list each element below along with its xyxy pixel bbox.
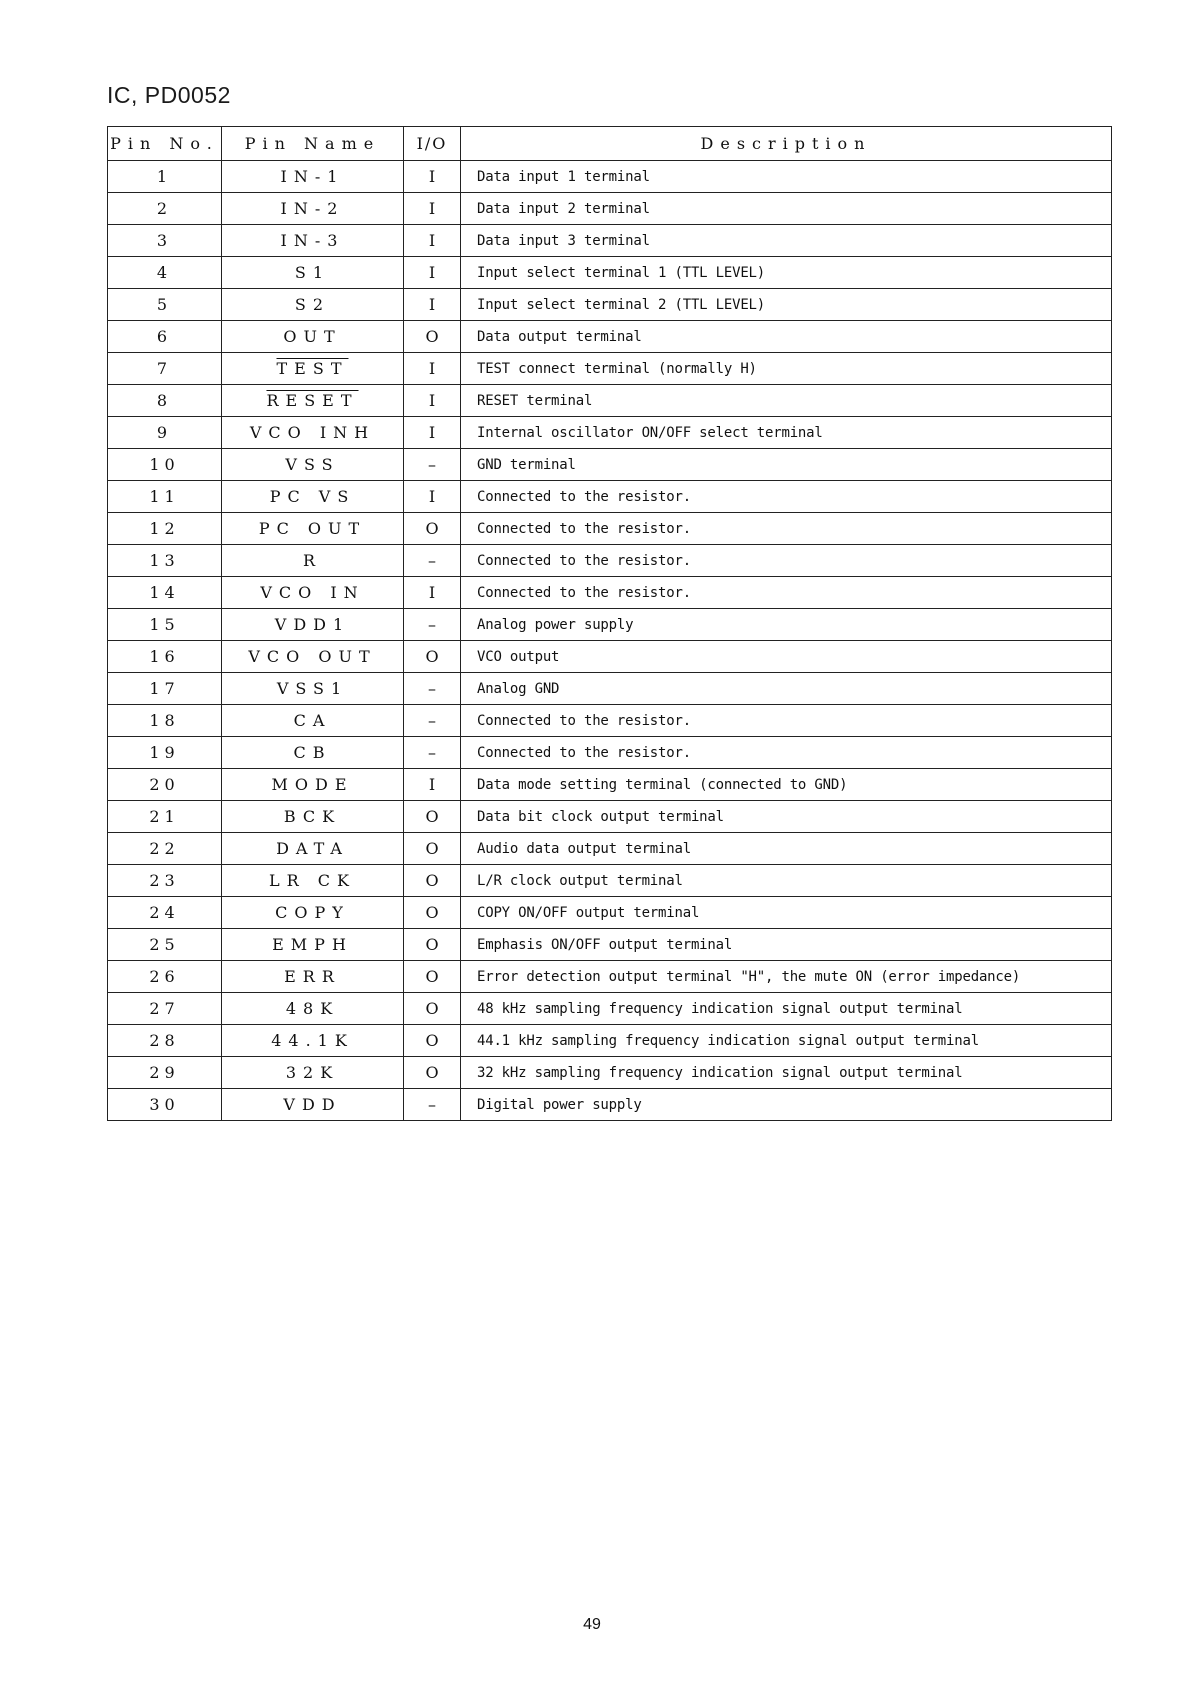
- pin-io-text: O: [425, 1063, 439, 1082]
- table-row: [108, 673, 1112, 705]
- pin-description: [461, 161, 1112, 193]
- pin-io: [404, 321, 461, 353]
- pin-number-text: 28: [149, 1031, 180, 1050]
- pin-description: [461, 513, 1112, 545]
- pin-name-text: VSS1: [276, 679, 349, 698]
- table-row: [108, 481, 1112, 513]
- pin-description-text: Connected to the resistor.: [477, 744, 691, 761]
- pin-io: [404, 417, 461, 449]
- pin-description-text: Digital power supply: [477, 1096, 642, 1113]
- pin-name-text: S1: [294, 263, 331, 282]
- table-row: [108, 161, 1112, 193]
- pin-description-text: Analog GND: [477, 680, 560, 697]
- pin-name-text: VDD: [283, 1095, 342, 1114]
- pin-number-text: 9: [156, 423, 173, 442]
- pin-number: [108, 897, 222, 929]
- table-row: [108, 545, 1112, 577]
- pin-number: [108, 769, 222, 801]
- pin-number-text: 29: [149, 1063, 180, 1082]
- pin-number-text: 27: [149, 999, 180, 1018]
- table-row: [108, 225, 1112, 257]
- pin-description: [461, 833, 1112, 865]
- pin-name: [222, 705, 404, 737]
- pin-io-text: O: [425, 839, 439, 858]
- pin-number-text: 13: [149, 551, 180, 570]
- pin-io: [404, 705, 461, 737]
- pin-io-text: –: [428, 455, 436, 474]
- pin-name: [222, 321, 404, 353]
- pin-io: [404, 897, 461, 929]
- pin-number-text: 12: [149, 519, 180, 538]
- page-title: IC, PD0052: [107, 82, 231, 108]
- pin-name: [222, 737, 404, 769]
- pin-description: [461, 545, 1112, 577]
- header-description: Description: [461, 127, 1112, 161]
- table-row: [108, 577, 1112, 609]
- pin-number: [108, 961, 222, 993]
- table-row: [108, 1089, 1112, 1121]
- pin-number: [108, 641, 222, 673]
- pin-io: [404, 161, 461, 193]
- pin-name: [222, 865, 404, 897]
- pin-io-text: I: [428, 583, 436, 602]
- pin-io: [404, 641, 461, 673]
- pin-name-text: S2: [294, 295, 331, 314]
- pin-io-text: O: [425, 807, 439, 826]
- pin-io-text: O: [425, 935, 439, 954]
- pin-number: [108, 1089, 222, 1121]
- pin-io: [404, 225, 461, 257]
- pin-number-text: 7: [156, 359, 173, 378]
- pin-io-text: –: [428, 711, 436, 730]
- pin-name-text: CB: [293, 743, 332, 762]
- table-row: [108, 417, 1112, 449]
- pin-name: [222, 833, 404, 865]
- pin-name: [222, 961, 404, 993]
- pin-io: [404, 673, 461, 705]
- pin-name: [222, 1025, 404, 1057]
- pin-description-text: Data input 2 terminal: [477, 200, 650, 217]
- pin-name-text: VCO INH: [249, 423, 376, 442]
- pin-number-text: 16: [149, 647, 180, 666]
- pin-number: [108, 449, 222, 481]
- pin-number: [108, 609, 222, 641]
- pin-description: [461, 289, 1112, 321]
- pin-io: [404, 353, 461, 385]
- pin-io-text: I: [428, 167, 436, 186]
- pin-number-text: 15: [149, 615, 180, 634]
- pin-number-text: 1: [156, 167, 173, 186]
- pin-number: [108, 833, 222, 865]
- pin-description: [461, 1089, 1112, 1121]
- table-row: [108, 321, 1112, 353]
- pin-io-text: I: [428, 231, 436, 250]
- pin-description: [461, 1025, 1112, 1057]
- pin-description: [461, 257, 1112, 289]
- table-row: [108, 833, 1112, 865]
- pin-name: [222, 513, 404, 545]
- pin-number: [108, 385, 222, 417]
- table-row: [108, 513, 1112, 545]
- pin-name-text: OUT: [283, 327, 342, 346]
- pin-description: [461, 865, 1112, 897]
- table-row: [108, 961, 1112, 993]
- pin-number: [108, 481, 222, 513]
- table-row: [108, 1025, 1112, 1057]
- pin-description-text: Data mode setting terminal (connected to GND): [477, 776, 848, 793]
- pin-description: [461, 961, 1112, 993]
- table-row: [108, 289, 1112, 321]
- table-row: [108, 865, 1112, 897]
- pin-name: [222, 161, 404, 193]
- pin-name: [222, 769, 404, 801]
- pin-io: [404, 545, 461, 577]
- pin-description: [461, 225, 1112, 257]
- pin-name-text: LR CK: [269, 871, 356, 890]
- pin-name: [222, 1057, 404, 1089]
- pin-io-text: O: [425, 519, 439, 538]
- pin-name-text: R: [302, 551, 323, 570]
- header-pin-name: Pin Name: [222, 127, 404, 161]
- pin-name-text: ERR: [284, 967, 341, 986]
- table-row: [108, 257, 1112, 289]
- pin-description: [461, 929, 1112, 961]
- pin-description: [461, 705, 1112, 737]
- pin-description: [461, 801, 1112, 833]
- pin-name-text: 48K: [285, 999, 340, 1018]
- pin-name: [222, 257, 404, 289]
- pin-name-text: TEST: [276, 359, 349, 378]
- pin-io-text: O: [425, 871, 439, 890]
- table-row: [108, 385, 1112, 417]
- pin-description: [461, 1057, 1112, 1089]
- pin-number-text: 21: [149, 807, 180, 826]
- pin-name-text: MODE: [271, 775, 354, 794]
- pin-name-text: VDD1: [274, 615, 351, 634]
- pin-description: [461, 673, 1112, 705]
- pin-number-text: 19: [149, 743, 180, 762]
- pin-description-text: Data input 1 terminal: [477, 168, 650, 185]
- pin-name: [222, 225, 404, 257]
- page-number: 49: [583, 1616, 601, 1633]
- header-io: I/O: [404, 127, 461, 161]
- pin-description-text: VCO output: [477, 648, 560, 665]
- pin-description: [461, 577, 1112, 609]
- pin-io-text: –: [428, 551, 436, 570]
- pin-io-text: I: [428, 359, 436, 378]
- pin-description: [461, 417, 1112, 449]
- pin-description: [461, 609, 1112, 641]
- pin-io: [404, 609, 461, 641]
- pin-name: [222, 545, 404, 577]
- table-row: [108, 1057, 1112, 1089]
- pin-name: [222, 1089, 404, 1121]
- pin-io: [404, 257, 461, 289]
- pin-name: [222, 673, 404, 705]
- pin-name-text: PC OUT: [258, 519, 367, 538]
- pin-name-text: DATA: [276, 839, 349, 858]
- pin-name-text: VCO OUT: [248, 647, 377, 666]
- pin-number: [108, 737, 222, 769]
- pin-io-text: –: [428, 1095, 436, 1114]
- pin-number-text: 2: [156, 199, 173, 218]
- pin-number-text: 5: [156, 295, 173, 314]
- pin-io-text: I: [428, 423, 436, 442]
- pin-description: [461, 993, 1112, 1025]
- pin-number: [108, 993, 222, 1025]
- pin-number-text: 24: [149, 903, 180, 922]
- pin-name-text: 32K: [285, 1063, 340, 1082]
- pin-name-text: IN-3: [280, 231, 345, 250]
- pin-number: [108, 289, 222, 321]
- pin-number: [108, 801, 222, 833]
- pin-name-text: 44.1K: [271, 1031, 354, 1050]
- pin-number: [108, 865, 222, 897]
- table-row: [108, 801, 1112, 833]
- pin-description: [461, 449, 1112, 481]
- pin-description-text: Connected to the resistor.: [477, 488, 691, 505]
- pin-io: [404, 193, 461, 225]
- pin-description-text: Data output terminal: [477, 328, 642, 345]
- pin-description: [461, 481, 1112, 513]
- pin-number-text: 6: [156, 327, 173, 346]
- pin-io-text: I: [428, 391, 436, 410]
- pin-name: [222, 897, 404, 929]
- table-row: [108, 737, 1112, 769]
- pin-number-text: 25: [149, 935, 180, 954]
- pin-name: [222, 449, 404, 481]
- pin-description: [461, 769, 1112, 801]
- pin-description-text: Emphasis ON/OFF output terminal: [477, 936, 733, 953]
- pin-description-text: GND terminal: [477, 456, 576, 473]
- pin-description-text: RESET terminal: [477, 392, 593, 409]
- pin-number-text: 4: [156, 263, 173, 282]
- table-row: [108, 769, 1112, 801]
- pin-name-text: IN-2: [280, 199, 345, 218]
- pin-name: [222, 353, 404, 385]
- pin-io-text: O: [425, 999, 439, 1018]
- pin-io: [404, 385, 461, 417]
- pin-io: [404, 929, 461, 961]
- pin-io-text: I: [428, 295, 436, 314]
- pin-number: [108, 321, 222, 353]
- header-pin-no: Pin No.: [108, 127, 222, 161]
- pin-io-text: O: [425, 647, 439, 666]
- pin-name: [222, 193, 404, 225]
- table-row: [108, 353, 1112, 385]
- pin-io: [404, 801, 461, 833]
- table-row: [108, 609, 1112, 641]
- pin-io: [404, 1057, 461, 1089]
- table-header-row: [108, 127, 1112, 161]
- pin-io-text: –: [428, 743, 436, 762]
- pin-number: [108, 353, 222, 385]
- pin-name-text: IN-1: [280, 167, 345, 186]
- pin-name-text: VCO IN: [260, 583, 365, 602]
- pin-description-text: L/R clock output terminal: [477, 872, 683, 889]
- pin-number: [108, 1025, 222, 1057]
- pin-name-text: EMPH: [272, 935, 353, 954]
- pin-description-text: Input select terminal 2 (TTL LEVEL): [477, 296, 766, 313]
- pin-name: [222, 385, 404, 417]
- pin-number: [108, 705, 222, 737]
- pin-description-text: Connected to the resistor.: [477, 584, 691, 601]
- pin-description: [461, 641, 1112, 673]
- pin-name: [222, 609, 404, 641]
- pin-io: [404, 961, 461, 993]
- table-row: [108, 897, 1112, 929]
- pin-description-text: 48 kHz sampling frequency indication signal output terminal: [477, 1000, 963, 1017]
- pin-number: [108, 161, 222, 193]
- pin-name: [222, 417, 404, 449]
- pin-description-text: Connected to the resistor.: [477, 552, 691, 569]
- pin-number-text: 23: [149, 871, 180, 890]
- pin-number: [108, 929, 222, 961]
- pin-io: [404, 865, 461, 897]
- pin-description: [461, 193, 1112, 225]
- pin-number: [108, 513, 222, 545]
- pin-io: [404, 1089, 461, 1121]
- pin-description-text: Analog power supply: [477, 616, 634, 633]
- pin-number-text: 10: [149, 455, 180, 474]
- pin-number-text: 14: [149, 583, 180, 602]
- pin-name: [222, 993, 404, 1025]
- pin-description: [461, 385, 1112, 417]
- pin-number-text: 11: [149, 487, 180, 506]
- pin-io-text: I: [428, 487, 436, 506]
- pin-name-text: PC VS: [269, 487, 356, 506]
- table-row: [108, 641, 1112, 673]
- pin-number-text: 18: [149, 711, 180, 730]
- pin-io: [404, 993, 461, 1025]
- pin-number-text: 8: [156, 391, 173, 410]
- table-row: [108, 929, 1112, 961]
- table-row: [108, 449, 1112, 481]
- pin-number-text: 30: [149, 1095, 180, 1114]
- pin-name-text: COPY: [275, 903, 350, 922]
- pin-description: [461, 321, 1112, 353]
- pin-io: [404, 449, 461, 481]
- pin-io-text: O: [425, 967, 439, 986]
- pin-io: [404, 481, 461, 513]
- pin-description-text: TEST connect terminal (normally H): [477, 360, 757, 377]
- table-row: [108, 705, 1112, 737]
- pin-name: [222, 929, 404, 961]
- pin-name: [222, 481, 404, 513]
- pin-name: [222, 801, 404, 833]
- pin-io: [404, 769, 461, 801]
- pin-number-text: 26: [149, 967, 180, 986]
- pin-io-text: I: [428, 263, 436, 282]
- pin-rows: [108, 161, 1112, 1121]
- pin-io-text: O: [425, 327, 439, 346]
- pin-description-text: Error detection output terminal "H", the mute ON (error impedance): [477, 968, 1021, 985]
- pin-number: [108, 673, 222, 705]
- pin-io-text: I: [428, 775, 436, 794]
- pin-io-text: O: [425, 903, 439, 922]
- pin-description: [461, 897, 1112, 929]
- pin-description: [461, 737, 1112, 769]
- pin-number: [108, 577, 222, 609]
- pin-io-text: –: [428, 679, 436, 698]
- pin-number: [108, 225, 222, 257]
- pin-number: [108, 1057, 222, 1089]
- pin-io: [404, 289, 461, 321]
- pin-number: [108, 193, 222, 225]
- table-row: [108, 193, 1112, 225]
- table-row: [108, 993, 1112, 1025]
- pin-name-text: CA: [293, 711, 332, 730]
- pin-description-text: 32 kHz sampling frequency indication signal output terminal: [477, 1064, 963, 1081]
- pin-io: [404, 737, 461, 769]
- pin-io: [404, 833, 461, 865]
- pin-number-text: 3: [156, 231, 173, 250]
- pin-table: [107, 126, 1112, 1121]
- pin-name-text: BCK: [283, 807, 342, 826]
- pin-number: [108, 417, 222, 449]
- pin-name-text: RESET: [266, 391, 359, 410]
- pin-description-text: Audio data output terminal: [477, 840, 691, 857]
- pin-number-text: 20: [149, 775, 180, 794]
- pin-io-text: I: [428, 199, 436, 218]
- pin-description: [461, 353, 1112, 385]
- pin-name: [222, 641, 404, 673]
- pin-number: [108, 257, 222, 289]
- pin-number-text: 17: [149, 679, 180, 698]
- pin-io: [404, 513, 461, 545]
- pin-description-text: Input select terminal 1 (TTL LEVEL): [477, 264, 766, 281]
- pin-number: [108, 545, 222, 577]
- pin-description-text: Internal oscillator ON/OFF select terminal: [477, 424, 823, 441]
- pin-io: [404, 1025, 461, 1057]
- pin-name: [222, 289, 404, 321]
- pin-name: [222, 577, 404, 609]
- pin-description-text: Connected to the resistor.: [477, 712, 691, 729]
- pin-description-text: COPY ON/OFF output terminal: [477, 904, 700, 921]
- pin-description-text: 44.1 kHz sampling frequency indication signal output terminal: [477, 1032, 979, 1049]
- pin-description-text: Data input 3 terminal: [477, 232, 650, 249]
- pin-io: [404, 577, 461, 609]
- pin-number-text: 22: [149, 839, 180, 858]
- pin-description-text: Data bit clock output terminal: [477, 808, 724, 825]
- pin-description-text: Connected to the resistor.: [477, 520, 691, 537]
- pin-io-text: O: [425, 1031, 439, 1050]
- pin-io-text: –: [428, 615, 436, 634]
- pin-name-text: VSS: [285, 455, 340, 474]
